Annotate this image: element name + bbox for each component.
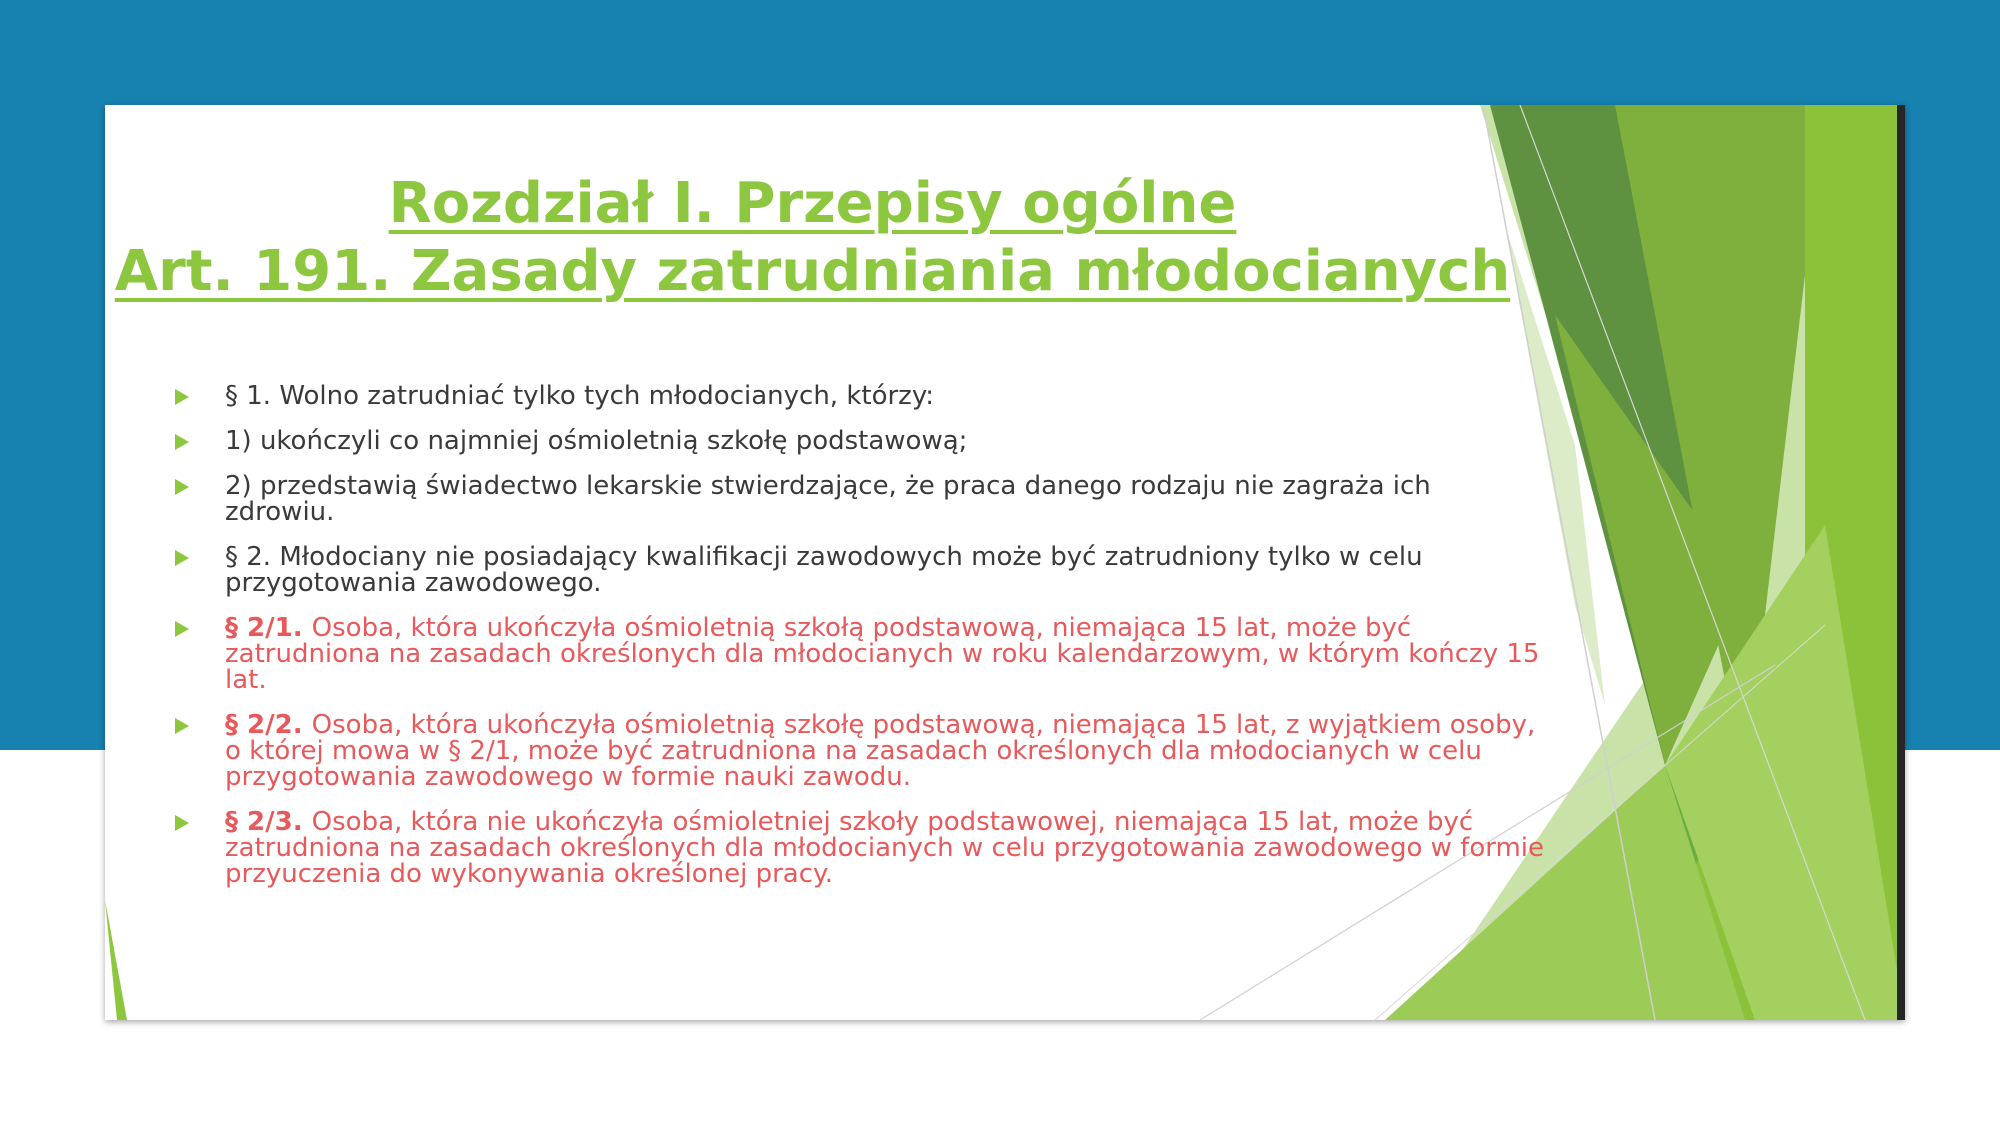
bullet-arrow-icon [175,718,189,734]
list-item: § 2/1. Osoba, która ukończyła ośmioletnią szkołą podstawową, niemająca 15 lat, może być zatrudniona na zasadach określonych dla młodocianych w roku kalendarzowym, w którym kończy 15 lat. [175,615,1545,693]
list-item: 2) przedstawią świadectwo lekarskie stwierdzające, że praca danego rodzaju nie zagraża ich zdrowiu. [175,473,1545,525]
paragraph-label: § 2/2. [225,710,312,740]
bullet-arrow-icon [175,550,189,566]
bullet-arrow-icon [175,621,189,637]
slide [105,105,1905,1020]
list-item: 1) ukończyli co najmniej ośmioletnią szkołę podstawową; [175,428,1545,454]
slide-title [105,170,1520,306]
list-item: § 2. Młodociany nie posiadający kwalifikacji zawodowych może być zatrudniony tylko w celu przygotowania zawodowego. [175,544,1545,596]
paragraph-label: § 2/3. [225,807,312,837]
list-item: § 1. Wolno zatrudniać tylko tych młodocianych, którzy: [175,383,1545,409]
bullet-arrow-icon [175,815,189,831]
list-item: § 2/2. Osoba, która ukończyła ośmioletnią szkołę podstawową, niemająca 15 lat, z wyjątkiem osoby, o której mowa w § 2/1, może być zatrudniona na zasadach określonych dla młodocianych w celu przygotowania zawodowego w formie nauki zawodu. [175,712,1545,790]
title-chapter: Rozdział I. Przepisy ogólne [388,171,1237,236]
list-item: § 2/3. Osoba, która nie ukończyła ośmioletniej szkoły podstawowej, niemająca 15 lat, może być zatrudniona na zasadach określonych dla młodocianych w celu przygotowania zawodowego w formie przyuczenia do wykonywania określonej pracy. [175,809,1545,887]
paragraph-label: § 2/1. [225,613,312,643]
bullet-list [175,383,1545,906]
title-article: Art. 191. Zasady zatrudniania młodocianych [114,239,1511,304]
bullet-arrow-icon [175,479,189,495]
slide-edge [1897,105,1905,1020]
bullet-arrow-icon [175,389,189,405]
bullet-arrow-icon [175,434,189,450]
